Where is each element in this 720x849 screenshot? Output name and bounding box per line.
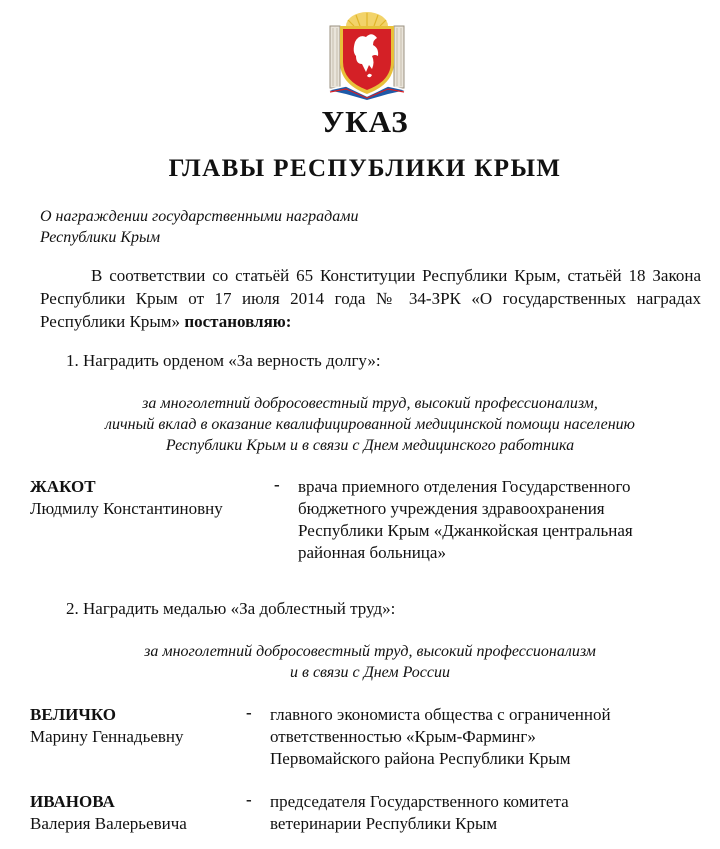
awardee-position — [298, 476, 633, 564]
award-item-medal: 2. Наградить медалью «За доблестный труд»: — [66, 599, 396, 618]
reason-line: Республики Крым и в связи с Днем медицинского работника — [165, 437, 575, 454]
position-line: ветеринарии Республики Крым — [270, 814, 498, 833]
awardee-name — [30, 704, 184, 748]
preamble-paragraph — [40, 264, 701, 333]
position-line: врача приемного отделения Государственного — [298, 477, 631, 496]
award-item-order: 1. Наградить орденом «За верность долгу»: — [66, 351, 381, 370]
position-line: бюджетного учреждения здравоохранения — [298, 499, 605, 518]
award-reason — [30, 641, 710, 683]
position-line: ответственностью «Крым-Фарминг» — [270, 727, 536, 746]
awardee-given-names: Марину Геннадьевну — [30, 727, 184, 746]
awardee-position — [270, 791, 569, 835]
name-separator-dash: - — [246, 703, 252, 722]
reason-line: личный вклад в оказание квалифицированной медицинской помощи населению — [105, 416, 635, 433]
awardee-name — [30, 476, 223, 520]
position-line: Республики Крым «Джанкойская центральная — [298, 521, 633, 540]
awardee-surname: ВЕЛИЧКО — [30, 705, 116, 724]
award-reason — [30, 393, 710, 456]
reason-line: за многолетний добросовестный труд, высокий профессионализм, — [142, 395, 598, 412]
name-separator-dash: - — [246, 790, 252, 809]
crimea-coat-of-arms-icon — [326, 12, 408, 100]
name-separator-dash: - — [274, 475, 280, 494]
reason-line: и в связи с Днем России — [290, 664, 450, 681]
sun-rays-icon — [346, 12, 388, 26]
position-line: председателя Государственного комитета — [270, 792, 569, 811]
document-subtitle: ГЛАВЫ РЕСПУБЛИКИ КРЫМ — [168, 155, 562, 182]
awardee-position — [270, 704, 611, 770]
awardee-given-names: Людмилу Константиновну — [30, 499, 223, 518]
subject-line: Республики Крым — [40, 229, 161, 246]
reason-line: за многолетний добросовестный труд, высокий профессионализм — [144, 643, 596, 660]
subject-line: О награждении государственными наградами — [40, 208, 359, 225]
awardee-name — [30, 791, 187, 835]
awardee-surname: ЖАКОТ — [30, 477, 96, 496]
awardee-surname: ИВАНОВА — [30, 792, 115, 811]
document-subject — [40, 206, 358, 248]
position-line: главного экономиста общества с ограниченной — [270, 705, 611, 724]
position-line: районная больница» — [298, 543, 446, 562]
preamble-decree-word: постановляю: — [184, 312, 292, 331]
preamble-text: В соответствии со статьёй 65 Конституции Республики Крым, статьёй 18 Закона Республики Крым от 17 июля 2014 года № 34-ЗРК «О государственных наградах Республики Крым» — [40, 266, 701, 331]
awardee-given-names: Валерия Валерьевича — [30, 814, 187, 833]
position-line: Первомайского района Республики Крым — [270, 749, 571, 768]
document-title: УКАЗ — [321, 104, 409, 139]
